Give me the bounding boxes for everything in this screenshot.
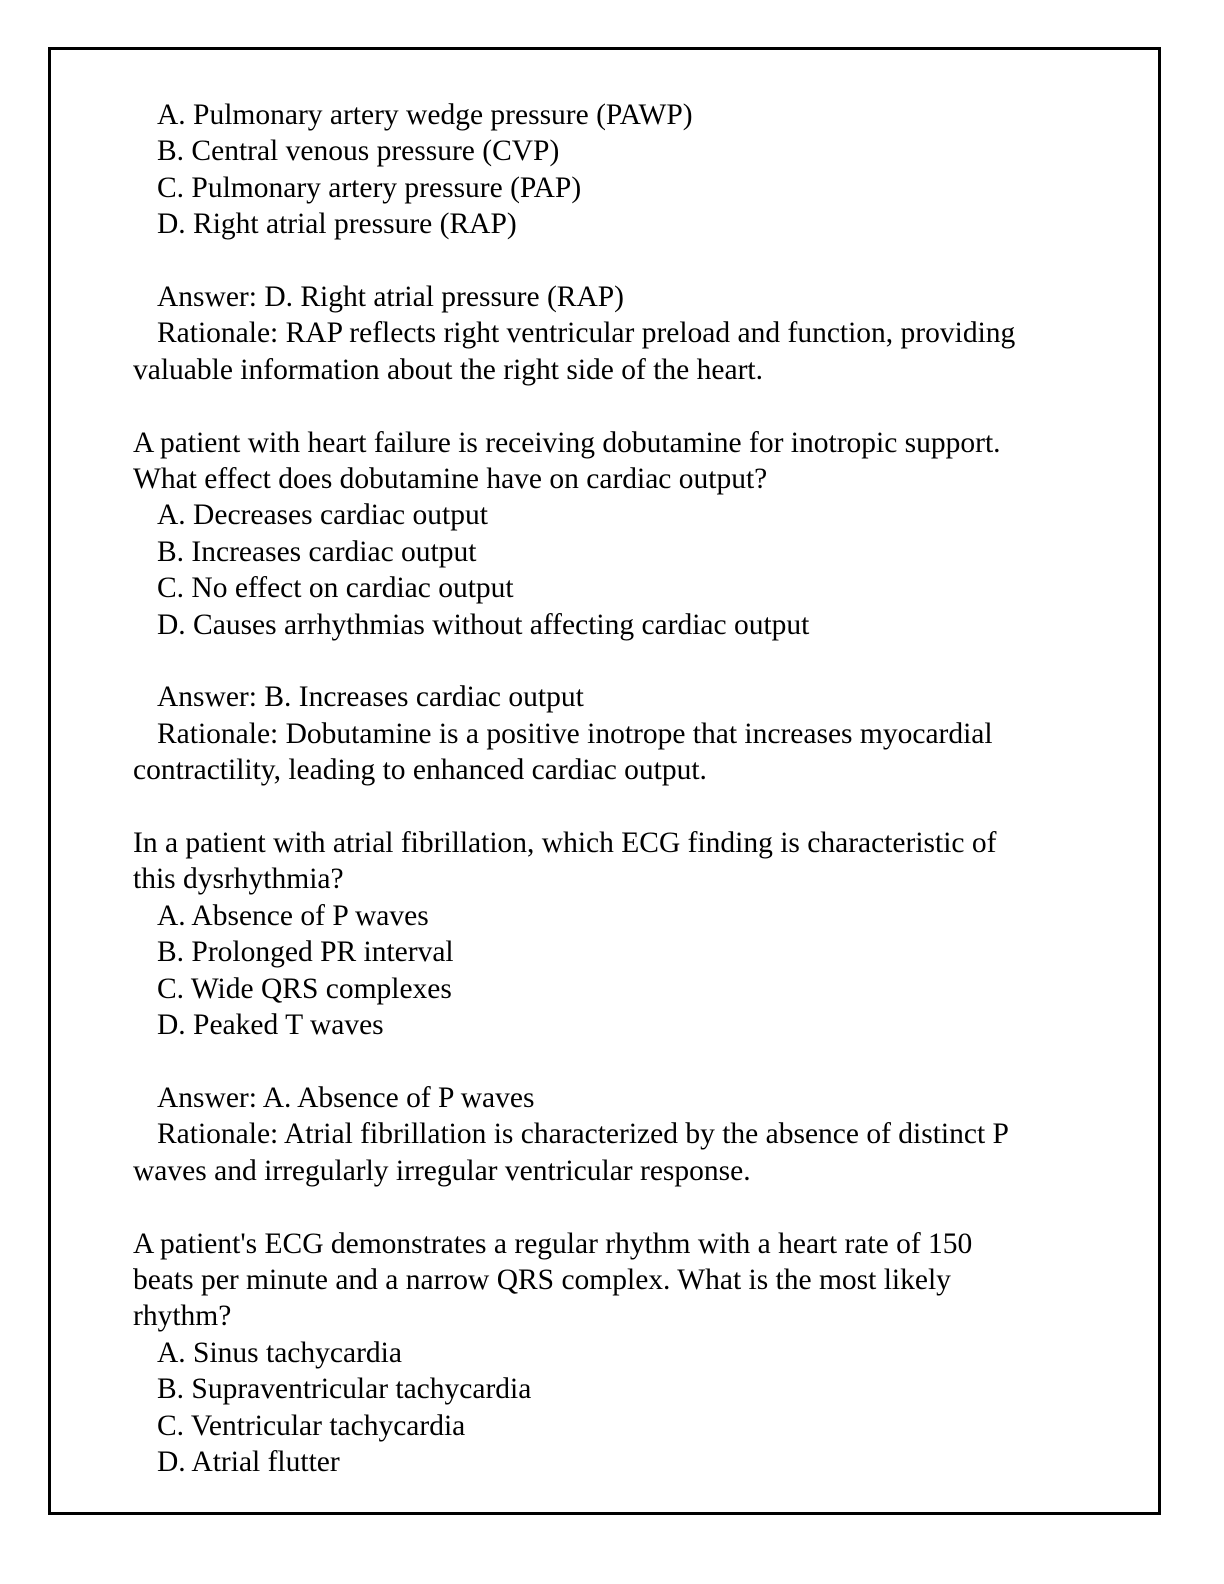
question-line: In a patient with atrial fibrillation, which ECG finding is characteristic of: [133, 827, 997, 860]
q1-rationale: [133, 315, 1123, 388]
question-line: A patient's ECG demonstrates a regular rhythm with a heart rate of 150: [133, 1227, 973, 1260]
option-d: D. Causes arrhythmias without affecting cardiac output: [157, 608, 810, 641]
q3-question: [133, 825, 1123, 898]
option-d: D. Atrial flutter: [157, 1445, 340, 1478]
question-line: What effect does dobutamine have on cardiac output?: [133, 463, 768, 496]
document-body: [133, 97, 1123, 1480]
q4-options: [133, 1335, 1123, 1481]
option-b: B. Supraventricular tachycardia: [157, 1373, 532, 1406]
q2-rationale: [133, 716, 1123, 789]
rationale-line: Rationale: RAP reflects right ventricular preload and function, providing: [157, 317, 1016, 350]
question-line: A patient with heart failure is receiving dobutamine for inotropic support.: [133, 426, 1001, 459]
option-a: A. Pulmonary artery wedge pressure (PAWP): [157, 99, 693, 131]
option-b: B. Prolonged PR interval: [157, 936, 454, 969]
rationale-line: contractility, leading to enhanced cardiac output.: [133, 754, 707, 787]
rationale-line: valuable information about the right side of the heart.: [133, 353, 763, 386]
option-c: C. Pulmonary artery pressure (PAP): [157, 171, 582, 204]
spacer: [133, 643, 1123, 679]
option-d: D. Peaked T waves: [157, 1009, 384, 1042]
option-a: A. Decreases cardiac output: [157, 499, 488, 532]
spacer: [133, 1189, 1123, 1225]
option-c: C. No effect on cardiac output: [157, 572, 514, 605]
question-line: this dysrhythmia?: [133, 863, 344, 896]
option-d: D. Right atrial pressure (RAP): [157, 208, 517, 241]
rationale-line: Rationale: Dobutamine is a positive inotrope that increases myocardial: [157, 717, 993, 750]
q1-answer: Answer: D. Right atrial pressure (RAP): [157, 281, 625, 314]
q3-options: [133, 898, 1123, 1044]
rationale-line: waves and irregularly irregular ventricular response.: [133, 1154, 751, 1187]
q3-answer: Answer: A. Absence of P waves: [157, 1081, 535, 1114]
q3-rationale: [133, 1116, 1123, 1189]
option-a: A. Absence of P waves: [157, 899, 429, 932]
spacer: [133, 1044, 1123, 1080]
q4-question: [133, 1226, 1123, 1335]
option-b: B. Central venous pressure (CVP): [157, 135, 560, 168]
spacer: [133, 789, 1123, 825]
spacer: [133, 243, 1123, 279]
question-line: beats per minute and a narrow QRS complex. What is the most likely: [133, 1263, 951, 1296]
rationale-line: Rationale: Atrial fibrillation is characterized by the absence of distinct P: [157, 1118, 1009, 1151]
q2-question: [133, 425, 1123, 498]
option-c: C. Ventricular tachycardia: [157, 1409, 466, 1442]
option-c: C. Wide QRS complexes: [157, 972, 452, 1005]
option-b: B. Increases cardiac output: [157, 535, 477, 568]
spacer: [133, 388, 1123, 424]
question-line: rhythm?: [133, 1300, 232, 1333]
option-a: A. Sinus tachycardia: [157, 1336, 402, 1369]
q1-options: [133, 97, 1123, 243]
q2-options: [133, 497, 1123, 643]
q2-answer: Answer: B. Increases cardiac output: [157, 681, 584, 714]
